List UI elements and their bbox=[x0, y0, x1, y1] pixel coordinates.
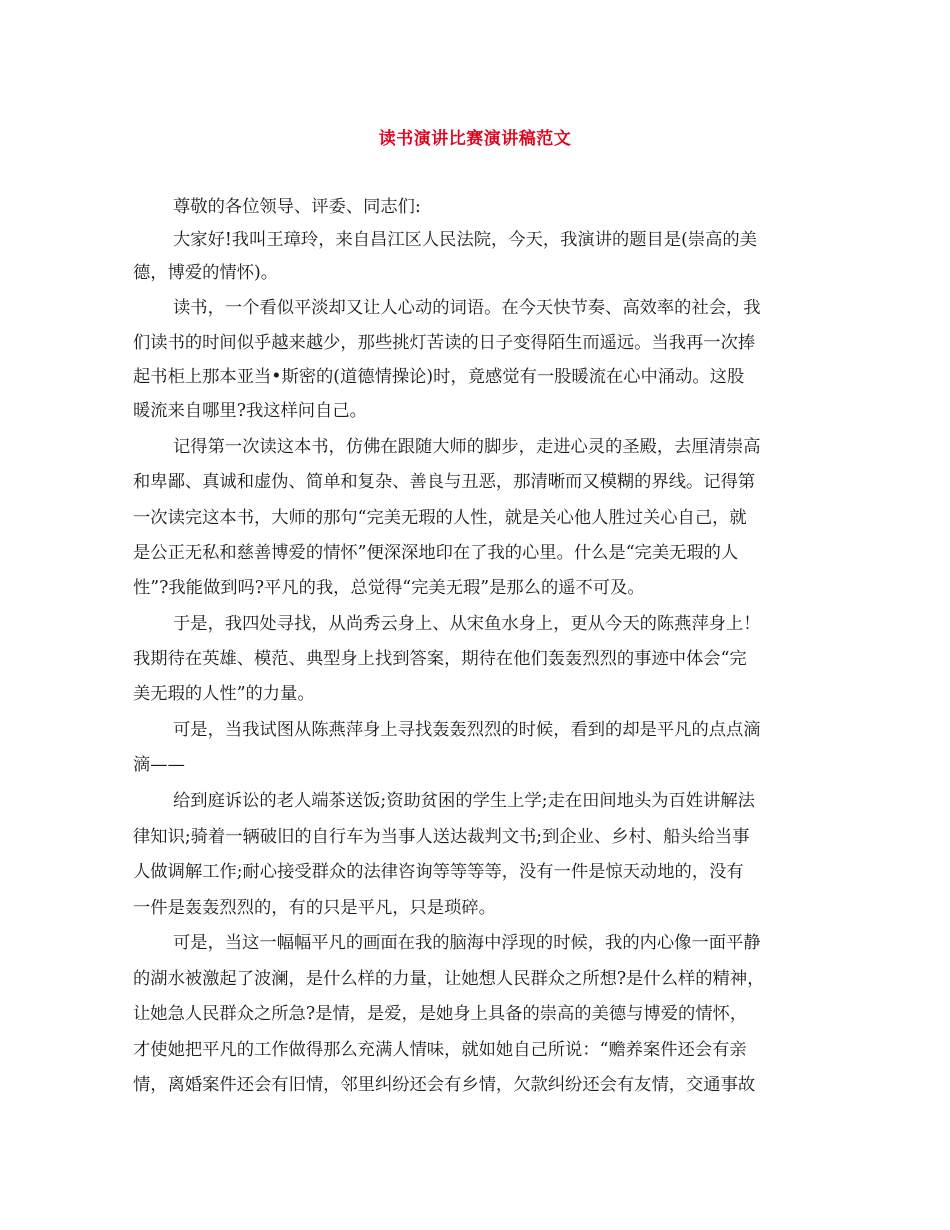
text-line: 可是，当我试图从陈燕萍身上寻找轰轰烈烈的时候，看到的却是平凡的点点滴 bbox=[173, 720, 761, 740]
text-line: 一次读完这本书，大师的那句“完美无瑕的人性，就是关心他人胜过关心自己，就 bbox=[133, 508, 747, 528]
text-line: 大家好!我叫王璋玲，来自昌江区人民法院，今天，我演讲的题目是(崇高的美 bbox=[173, 230, 757, 250]
text-line: 律知识;骑着一辆破旧的自行车为当事人送达裁判文书;到企业、乡村、船头给当事 bbox=[133, 827, 750, 847]
text-line: 的湖水被激起了波澜，是什么样的力量，让她想人民群众之所想?是什么样的精神， bbox=[133, 969, 765, 989]
text-line: 情，离婚案件还会有旧情，邻里纠纷还会有乡情，欠款纠纷还会有友情，交通事故 bbox=[133, 1075, 756, 1095]
text-line: 尊敬的各位领导、评委、同志们: bbox=[173, 197, 421, 217]
text-line: 起书柜上那本亚当•斯密的(道德情操论)时，竟感觉有一股暖流在心中涌动。这股 bbox=[133, 367, 745, 387]
text-line: 给到庭诉讼的老人端茶送饭;资助贫困的学生上学;走在田间地头为百姓讲解法 bbox=[173, 791, 755, 811]
text-line: 们读书的时间似乎越来越少，那些挑灯苦读的日子变得陌生而遥远。当我再一次捧 bbox=[133, 333, 756, 353]
text-line: 读书，一个看似平淡却又让人心动的词语。在今天快节奏、高效率的社会，我 bbox=[173, 298, 761, 318]
text-line: 性”?我能做到吗?平凡的我，总觉得“完美无瑕”是那么的遥不可及。 bbox=[133, 578, 645, 598]
text-line: 记得第一次读这本书，仿佛在跟随大师的脚步，走进心灵的圣殿，去厘清崇高 bbox=[173, 437, 761, 457]
text-line: 暖流来自哪里?我这样问自己。 bbox=[133, 401, 367, 421]
text-line: 我期待在英雄、模范、典型身上找到答案，期待在他们轰轰烈烈的事迹中体会“完 bbox=[133, 649, 747, 669]
text-line: 人做调解工作;耐心接受群众的法律咨询等等等等，没有一件是惊天动地的，没有 bbox=[133, 862, 744, 882]
text-line: 于是，我四处寻找，从尚秀云身上、从宋鱼水身上，更从今天的陈燕萍身上！ bbox=[173, 614, 761, 634]
text-line: 滴—— bbox=[133, 755, 185, 775]
text-line: 德，博爱的情怀)。 bbox=[133, 263, 278, 283]
text-line: 是公正无私和慈善博爱的情怀”便深深地印在了我的心里。什么是“完美无瑕的人 bbox=[133, 543, 739, 563]
document-title: 读书演讲比赛演讲稿范文 bbox=[378, 129, 572, 149]
text-line: 和卑鄙、真诚和虚伪、简单和复杂、善良与丑恶，那清晰而又模糊的界线。记得第 bbox=[133, 472, 756, 492]
text-line: 美无瑕的人性”的力量。 bbox=[133, 684, 315, 704]
text-line: 让她急人民群众之所急?是情，是爱，是她身上具备的崇高的美德与博爱的情怀， bbox=[133, 1004, 748, 1024]
text-line: 可是，当这一幅幅平凡的画面在我的脑海中浮现的时候，我的内心像一面平静 bbox=[173, 933, 761, 953]
text-line: 一件是轰轰烈烈的，有的只是平凡，只是琐碎。 bbox=[133, 898, 496, 918]
text-line: 才使她把平凡的工作做得那么充满人情味，就如她自己所说：“赡养案件还会有亲 bbox=[133, 1040, 747, 1060]
